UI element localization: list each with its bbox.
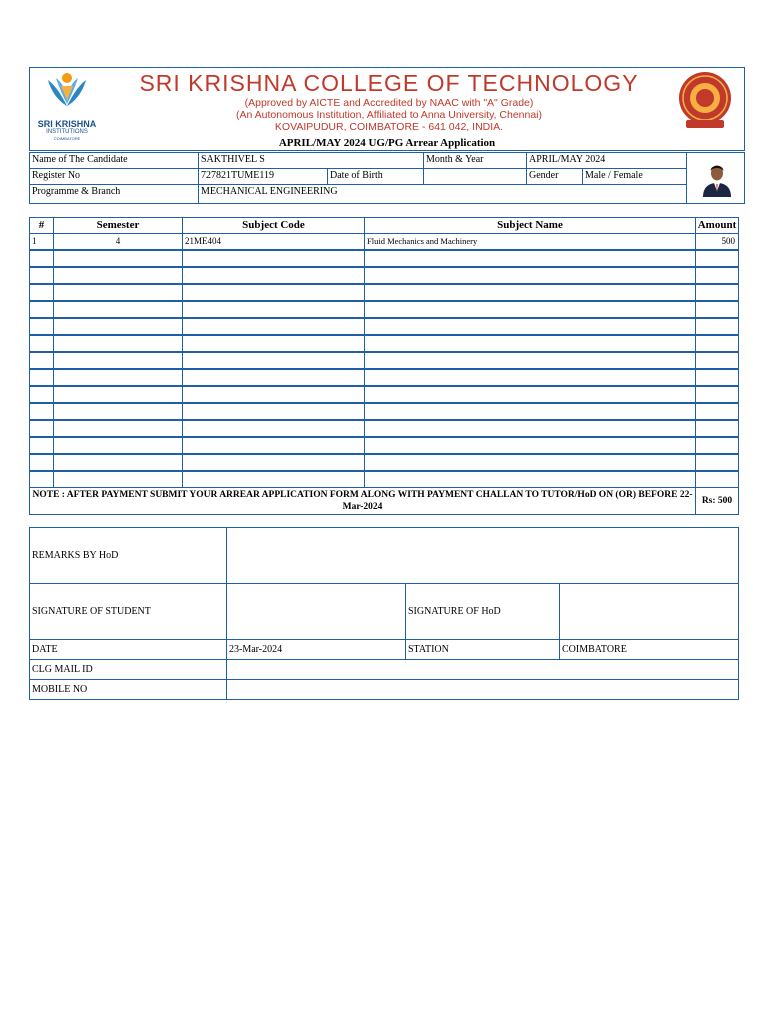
dob-value — [423, 168, 527, 185]
table-cell-amount — [695, 318, 739, 335]
table-cell-subject-code — [182, 352, 365, 369]
table-cell-amount — [695, 454, 739, 471]
table-cell-row-number — [29, 250, 54, 267]
table-cell-row-number — [29, 471, 54, 488]
table-cell-semester — [53, 471, 183, 488]
table-cell-subject-name — [364, 267, 696, 284]
accreditation-line: (Approved by AICTE and Accredited by NAAC with "A" Grade) — [244, 97, 534, 109]
logo-text-3: COIMBATORE — [53, 136, 81, 141]
table-cell-amount — [695, 403, 739, 420]
table-cell-amount — [695, 386, 739, 403]
table-cell-semester — [53, 437, 183, 454]
register-label: Register No — [29, 168, 199, 185]
table-cell-row-number — [29, 437, 54, 454]
table-cell-subject-name — [364, 318, 696, 335]
table-cell-semester — [53, 335, 183, 352]
table-cell-row-number — [29, 318, 54, 335]
table-cell-row-number — [29, 386, 54, 403]
table-cell-semester — [53, 284, 183, 301]
station-label: STATION — [405, 639, 560, 660]
gender-label: Gender — [526, 168, 583, 185]
address-line: KOVAIPUDUR, COIMBATORE - 641 042, INDIA. — [274, 121, 504, 133]
station-value: COIMBATORE — [559, 639, 739, 660]
table-cell-amount — [695, 250, 739, 267]
month-label: Month & Year — [423, 152, 527, 169]
table-cell-semester — [53, 250, 183, 267]
payment-note: NOTE : AFTER PAYMENT SUBMIT YOUR ARREAR APPLICATION FORM ALONG WITH PAYMENT CHALLAN TO TUTOR/HoD ON (OR) BEFORE 22-Mar-2024 — [29, 487, 696, 515]
affiliation-line: (An Autonomous Institution, Affiliated to Anna University, Chennai) — [235, 109, 543, 121]
table-cell-subject-code — [182, 471, 365, 488]
table-cell-subject-name — [364, 437, 696, 454]
table-cell-semester — [53, 352, 183, 369]
table-header-subject-name: Subject Name — [364, 217, 696, 234]
table-cell-amount — [695, 352, 739, 369]
table-cell-subject-name — [364, 284, 696, 301]
table-cell-subject-code — [182, 318, 365, 335]
college-name: SRI KRISHNA COLLEGE OF TECHNOLOGY — [139, 70, 639, 96]
table-cell-subject-code — [182, 335, 365, 352]
table-header-semester: Semester — [53, 217, 183, 234]
table-cell-subject-name — [364, 403, 696, 420]
table-header-row-number: # — [29, 217, 54, 234]
table-cell-amount — [695, 335, 739, 352]
table-cell-row-number — [29, 454, 54, 471]
table-cell-row-number — [29, 267, 54, 284]
table-cell-amount — [695, 437, 739, 454]
table-cell-semester — [53, 318, 183, 335]
mobile-label: MOBILE NO — [29, 679, 227, 700]
table-cell-row-number — [29, 352, 54, 369]
table-cell-row-number — [29, 335, 54, 352]
programme-label: Programme & Branch — [29, 184, 199, 204]
table-cell-row-number — [29, 420, 54, 437]
logo-text-1: SRI KRISHNA — [37, 119, 97, 129]
table-cell-subject-code — [182, 284, 365, 301]
table-cell-subject-name — [364, 420, 696, 437]
college-seal — [672, 70, 738, 130]
table-cell-semester — [53, 454, 183, 471]
month-value: APRIL/MAY 2024 — [526, 152, 687, 169]
table-cell-subject-name — [364, 471, 696, 488]
candidate-photo-icon — [689, 153, 744, 201]
table-cell-semester — [53, 403, 183, 420]
logo-text-2: INSTITUTIONS — [46, 129, 88, 135]
table-cell-row-number — [29, 403, 54, 420]
table-cell-amount: 500 — [695, 233, 739, 250]
table-cell-row-number — [29, 301, 54, 318]
name-value: SAKTHIVEL S — [198, 152, 424, 169]
mail-value — [226, 659, 739, 680]
dob-label: Date of Birth — [327, 168, 424, 185]
table-cell-amount — [695, 301, 739, 318]
table-header-subject-code: Subject Code — [182, 217, 365, 234]
table-cell-subject-code — [182, 301, 365, 318]
logo-emblem-icon — [34, 70, 100, 114]
date-label: DATE — [29, 639, 227, 660]
table-cell-subject-code — [182, 454, 365, 471]
table-cell-subject-code — [182, 267, 365, 284]
form-title: APRIL/MAY 2024 UG/PG Arrear Application — [278, 137, 496, 149]
table-cell-amount — [695, 369, 739, 386]
table-cell-subject-code — [182, 437, 365, 454]
table-cell-subject-code — [182, 369, 365, 386]
photo-box — [686, 152, 745, 204]
date-value: 23-Mar-2024 — [226, 639, 406, 660]
table-cell-subject-code — [182, 386, 365, 403]
total-amount: Rs: 500 — [695, 487, 739, 515]
institution-logo — [34, 70, 100, 141]
table-cell-amount — [695, 471, 739, 488]
table-cell-row-number — [29, 284, 54, 301]
table-cell-semester — [53, 369, 183, 386]
mail-label: CLG MAIL ID — [29, 659, 227, 680]
table-cell-semester — [53, 301, 183, 318]
mobile-value — [226, 679, 739, 700]
seal-emblem-icon — [672, 70, 738, 130]
table-cell-subject-name — [364, 250, 696, 267]
table-header-amount: Amount — [695, 217, 739, 234]
table-cell-subject-name — [364, 386, 696, 403]
table-cell-amount — [695, 267, 739, 284]
table-cell-subject-name: Fluid Mechanics and Machinery — [364, 233, 696, 250]
table-cell-semester — [53, 267, 183, 284]
table-cell-subject-name — [364, 335, 696, 352]
table-cell-semester — [53, 386, 183, 403]
signature-hod-label: SIGNATURE OF HoD — [405, 583, 560, 640]
table-cell-semester — [53, 420, 183, 437]
signature-hod-area — [559, 583, 739, 640]
register-value: 727821TUME119 — [198, 168, 328, 185]
table-cell-subject-code — [182, 420, 365, 437]
programme-value: MECHANICAL ENGINEERING — [198, 184, 687, 204]
table-cell-subject-code — [182, 403, 365, 420]
table-cell-row-number — [29, 369, 54, 386]
remarks-label: REMARKS BY HoD — [29, 527, 227, 584]
table-cell-subject-name — [364, 352, 696, 369]
table-cell-semester: 4 — [53, 233, 183, 250]
gender-value: Male / Female — [582, 168, 687, 185]
table-cell-subject-code: 21ME404 — [182, 233, 365, 250]
signature-student-area — [226, 583, 406, 640]
signature-student-label: SIGNATURE OF STUDENT — [29, 583, 227, 640]
table-cell-subject-name — [364, 301, 696, 318]
table-cell-amount — [695, 420, 739, 437]
table-cell-amount — [695, 284, 739, 301]
name-label: Name of The Candidate — [29, 152, 199, 169]
table-cell-subject-code — [182, 250, 365, 267]
table-cell-subject-name — [364, 454, 696, 471]
table-cell-row-number: 1 — [29, 233, 54, 250]
remarks-value — [226, 527, 739, 584]
table-cell-subject-name — [364, 369, 696, 386]
